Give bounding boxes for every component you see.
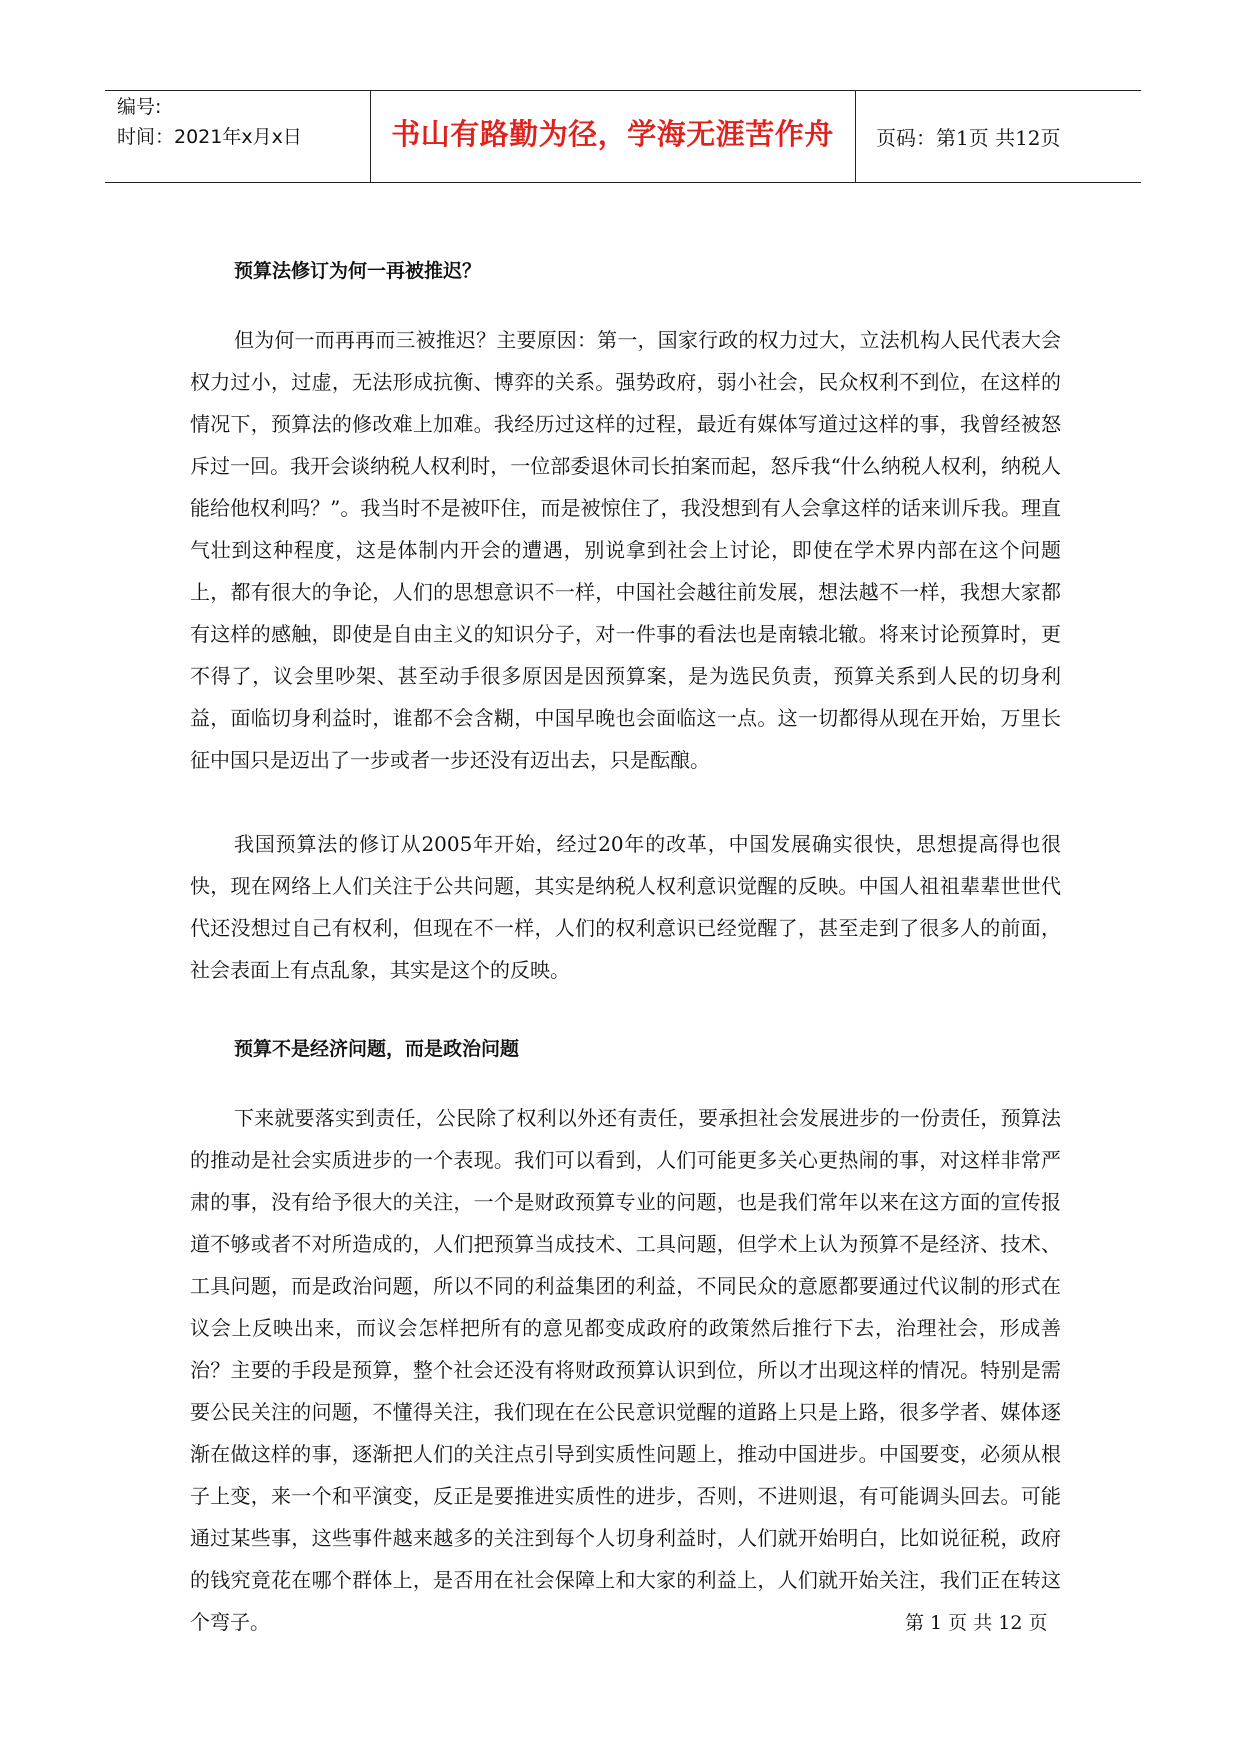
paragraph: 下来就要落实到责任，公民除了权利以外还有责任，要承担社会发展进步的一份责任，预算法的推动是社会实质进步的一个表现。我们可以看到，人们可能更多关心更热闹的事，对这样非常严肃的事，没有给予很大的关注，一个是财政预算专业的问题，也是我们常年以来在这方面的宣传报道不够或者不对所造成的，人们把预算当成技术、工具问题，但学术上认为预算不是经济、技术、工具问题，而是政治问题，所以不同的利益集团的利益，不同民众的意愿都要通过代议制的形式在议会上反映出来，而议会怎样把所有的意见都变成政府的政策然后推行下去，治理社会，形成善治？主要的手段是预算，整个社会还没有将财政预算认识到位，所以才出现这样的情况。特别是需要公民关注的问题，不懂得关注，我们现在在公民意识觉醒的道路上只是上路，很多学者、媒体逐渐在做这样的事，逐渐把人们的关注点引导到实质性问题上，推动中国进步。中国要变，必须从根子上变，来一个和平演变，反正是要推进实质性的进步，否则，不进则退，有可能调头回去。可能通过某些事，这些事件越来越多的关注到每个人切身利益时，人们就开始明白，比如说征税，政府的钱究竟花在哪个群体上，是否用在社会保障上和大家的利益上，人们就开始关注，我们正在转这个弯子。 — [190, 1106, 1061, 1634]
document-number-label: 编号: — [117, 96, 162, 118]
header-meta — [117, 92, 302, 152]
header-motto: 书山有路勤为径，学海无涯苦作舟 — [391, 117, 834, 151]
header-page-info: 页码：第1页 共12页 — [876, 126, 1061, 150]
document-body — [190, 255, 1061, 1643]
paragraph: 但为何一而再再而三被推迟？主要原因：第一，国家行政的权力过大，立法机构人民代表大会权力过小，过虚，无法形成抗衡、博弈的关系。强势政府，弱小社会，民众权利不到位，在这样的情况下，预算法的修改难上加难。我经历过这样的过程，最近有媒体写道过这样的事，我曾经被怒斥过一回。我开会谈纳税人权利时，一位部委退休司长拍案而起，怒斥我“什么纳税人权利，纳税人能给他权利吗？”。我当时不是被吓住，而是被惊住了，我没想到有人会拿这样的话来训斥我。理直气壮到这种程度，这是体制内开会的遭遇，别说拿到社会上讨论，即使在学术界内部在这个问题上，都有很大的争论，人们的思想意识不一样，中国社会越往前发展，想法越不一样，我想大家都有这样的感触，即使是自由主义的知识分子，对一件事的看法也是南辕北辙。将来讨论预算时，更不得了，议会里吵架、甚至动手很多原因是因预算案，是为选民负责，预算关系到人民的切身利益，面临切身利益时，谁都不会含糊，中国早晚也会面临这一点。这一切都得从现在开始，万里长征中国只是迈出了一步或者一步还没有迈出去，只是酝酿。 — [190, 328, 1061, 772]
paragraph: 我国预算法的修订从2005年开始，经过20年的改革，中国发展确实很快，思想提高得也很快，现在网络上人们关注于公共问题，其实是纳税人权利意识觉醒的反映。中国人祖祖辈辈世世代代还没想过自己有权利，但现在不一样，人们的权利意识已经觉醒了，甚至走到了很多人的前面，社会表面上有点乱象，其实是这个的反映。 — [190, 832, 1061, 982]
header-bottom-rule — [105, 182, 1141, 183]
section-1 — [190, 255, 1061, 1033]
section-heading: 预算不是经济问题，而是政治问题 — [234, 1038, 520, 1060]
page-footer: 第 1 页 共 12 页 — [905, 1612, 1048, 1634]
section-2 — [190, 1033, 1061, 1643]
header-divider-right — [855, 90, 856, 182]
document-time-label: 时间：2021年x月x日 — [117, 126, 302, 148]
section-heading: 预算法修订为何一再被推迟？ — [234, 260, 482, 282]
header-top-rule — [105, 90, 1141, 91]
